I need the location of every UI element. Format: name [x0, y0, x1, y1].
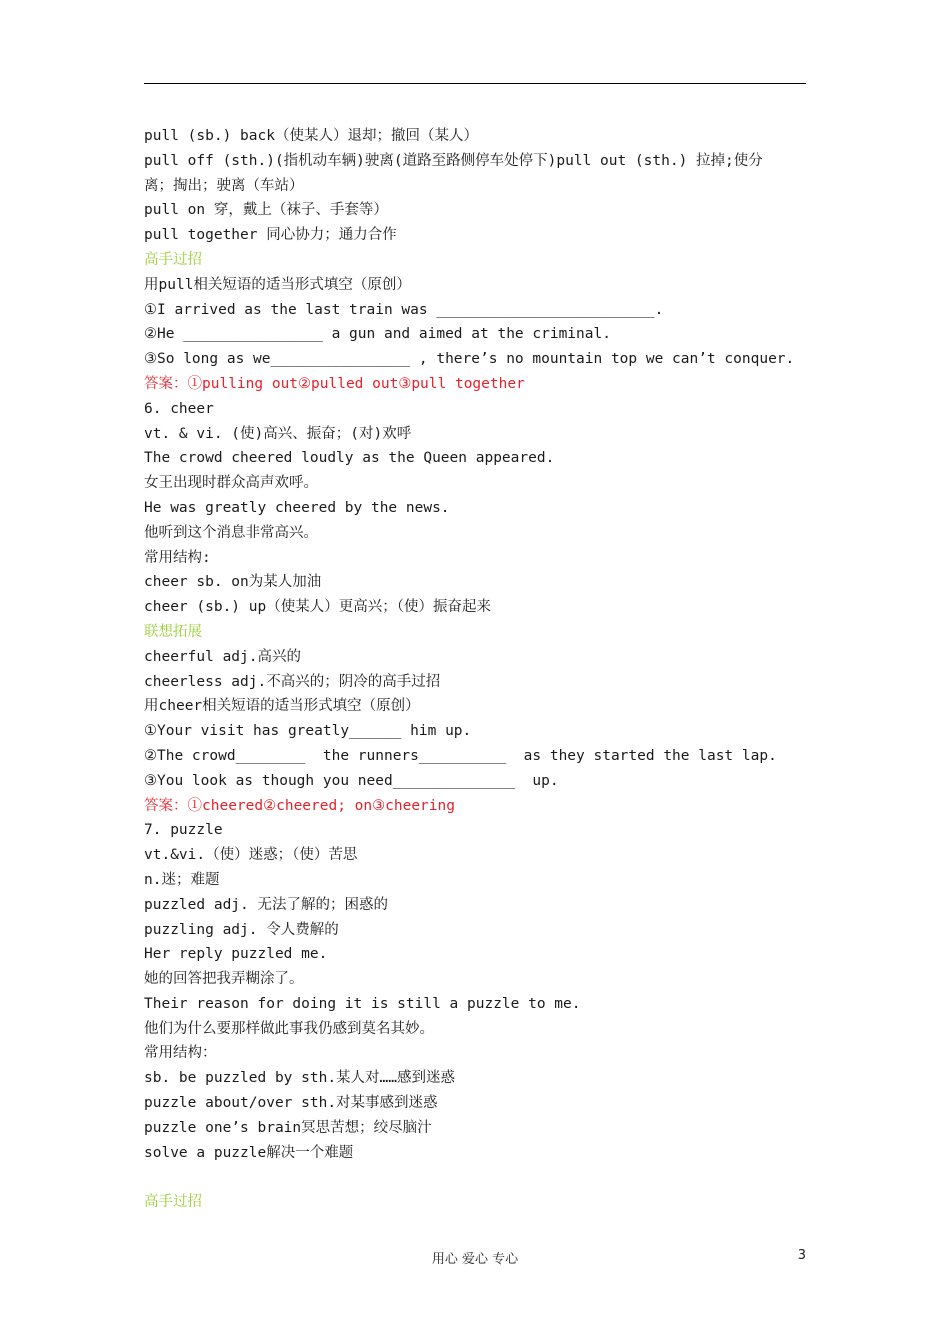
text-line: 用pull相关短语的适当形式填空（原创） — [144, 276, 411, 293]
text-line: solve a puzzle解决一个难题 — [144, 1144, 354, 1161]
text-line: 6. cheer — [144, 400, 214, 417]
text-line: vt. & vi. (使)高兴、振奋；(对)欢呼 — [144, 425, 412, 442]
text-line: 女王出现时群众高声欢呼。 — [144, 475, 318, 492]
text-line: 常用结构： — [144, 1045, 217, 1062]
text-line: cheerless adj.不高兴的；阴冷的高手过招 — [144, 673, 441, 690]
text-line: n.迷；难题 — [144, 871, 220, 888]
text-line: ①I arrived as the last train was _________________________. — [144, 301, 664, 318]
text-line: cheerful adj.高兴的 — [144, 648, 301, 665]
text-line: The crowd cheered loudly as the Queen appeared. — [144, 450, 555, 467]
document-body — [144, 124, 810, 1215]
footer-motto: 用心 爱心 专心 — [431, 1252, 519, 1267]
page-number: 3 — [797, 1248, 806, 1263]
text-line: sb. be puzzled by sth.某人对……感到迷惑 — [144, 1070, 456, 1087]
text-line: puzzle one’s brain冥思苦想；绞尽脑汁 — [144, 1119, 432, 1136]
answer-line: 答案：①pulling out②pulled out③pull together — [144, 375, 525, 392]
text-line: 常用结构: — [144, 549, 211, 566]
text-line: 她的回答把我弄糊涂了。 — [144, 971, 304, 988]
text-line: pull off (sth.)(指机动车辆)驶离(道路至路侧停车处停下)pull out (sth.) 拉掉;使分 — [144, 152, 763, 169]
section-heading: 联想拓展 — [144, 623, 202, 640]
text-line: cheer sb. on为某人加油 — [144, 574, 322, 591]
header-rule — [144, 83, 806, 84]
text-line: ②The crowd________ the runners__________ as they started the last lap. — [144, 747, 777, 764]
text-line: He was greatly cheered by the news. — [144, 499, 450, 516]
text-line: Her reply puzzled me. — [144, 946, 328, 963]
text-line: Their reason for doing it is still a puzzle to me. — [144, 995, 581, 1012]
section-heading: 高手过招 — [144, 251, 202, 268]
text-line: puzzled adj. 无法了解的；困惑的 — [144, 896, 388, 913]
text-line: vt.&vi.（使）迷惑；（使）苦思 — [144, 847, 358, 864]
answer-line: 答案：①cheered②cheered; on③cheering — [144, 797, 455, 814]
text-line: 用cheer相关短语的适当形式填空（原创） — [144, 698, 420, 715]
text-line: ③So long as we________________ , there’s no mountain top we can’t conquer. — [144, 351, 795, 368]
text-line: ①Your visit has greatly______ him up. — [144, 723, 472, 740]
text-line: ②He ________________ a gun and aimed at the criminal. — [144, 326, 611, 343]
text-line: 离；掏出；驶离（车站） — [144, 177, 304, 194]
text-line: pull together 同心协力；通力合作 — [144, 227, 397, 244]
text-line: puzzle about/over sth.对某事感到迷惑 — [144, 1095, 438, 1112]
text-line: cheer (sb.) up（使某人）更高兴；（使）振奋起来 — [144, 599, 491, 616]
section-heading: 高手过招 — [144, 1194, 202, 1211]
text-line: puzzling adj. 令人费解的 — [144, 921, 339, 938]
text-line: ③You look as though you need______________ up. — [144, 772, 559, 789]
blank-line — [144, 1165, 810, 1190]
text-line: pull (sb.) back（使某人）退却；撤回（某人） — [144, 128, 478, 144]
text-line: 7. puzzle — [144, 822, 223, 839]
text-line: 他听到这个消息非常高兴。 — [144, 524, 318, 541]
text-line: pull on 穿，戴上（袜子、手套等） — [144, 202, 388, 219]
text-line: 他们为什么要那样做此事我仍感到莫名其妙。 — [144, 1020, 434, 1037]
